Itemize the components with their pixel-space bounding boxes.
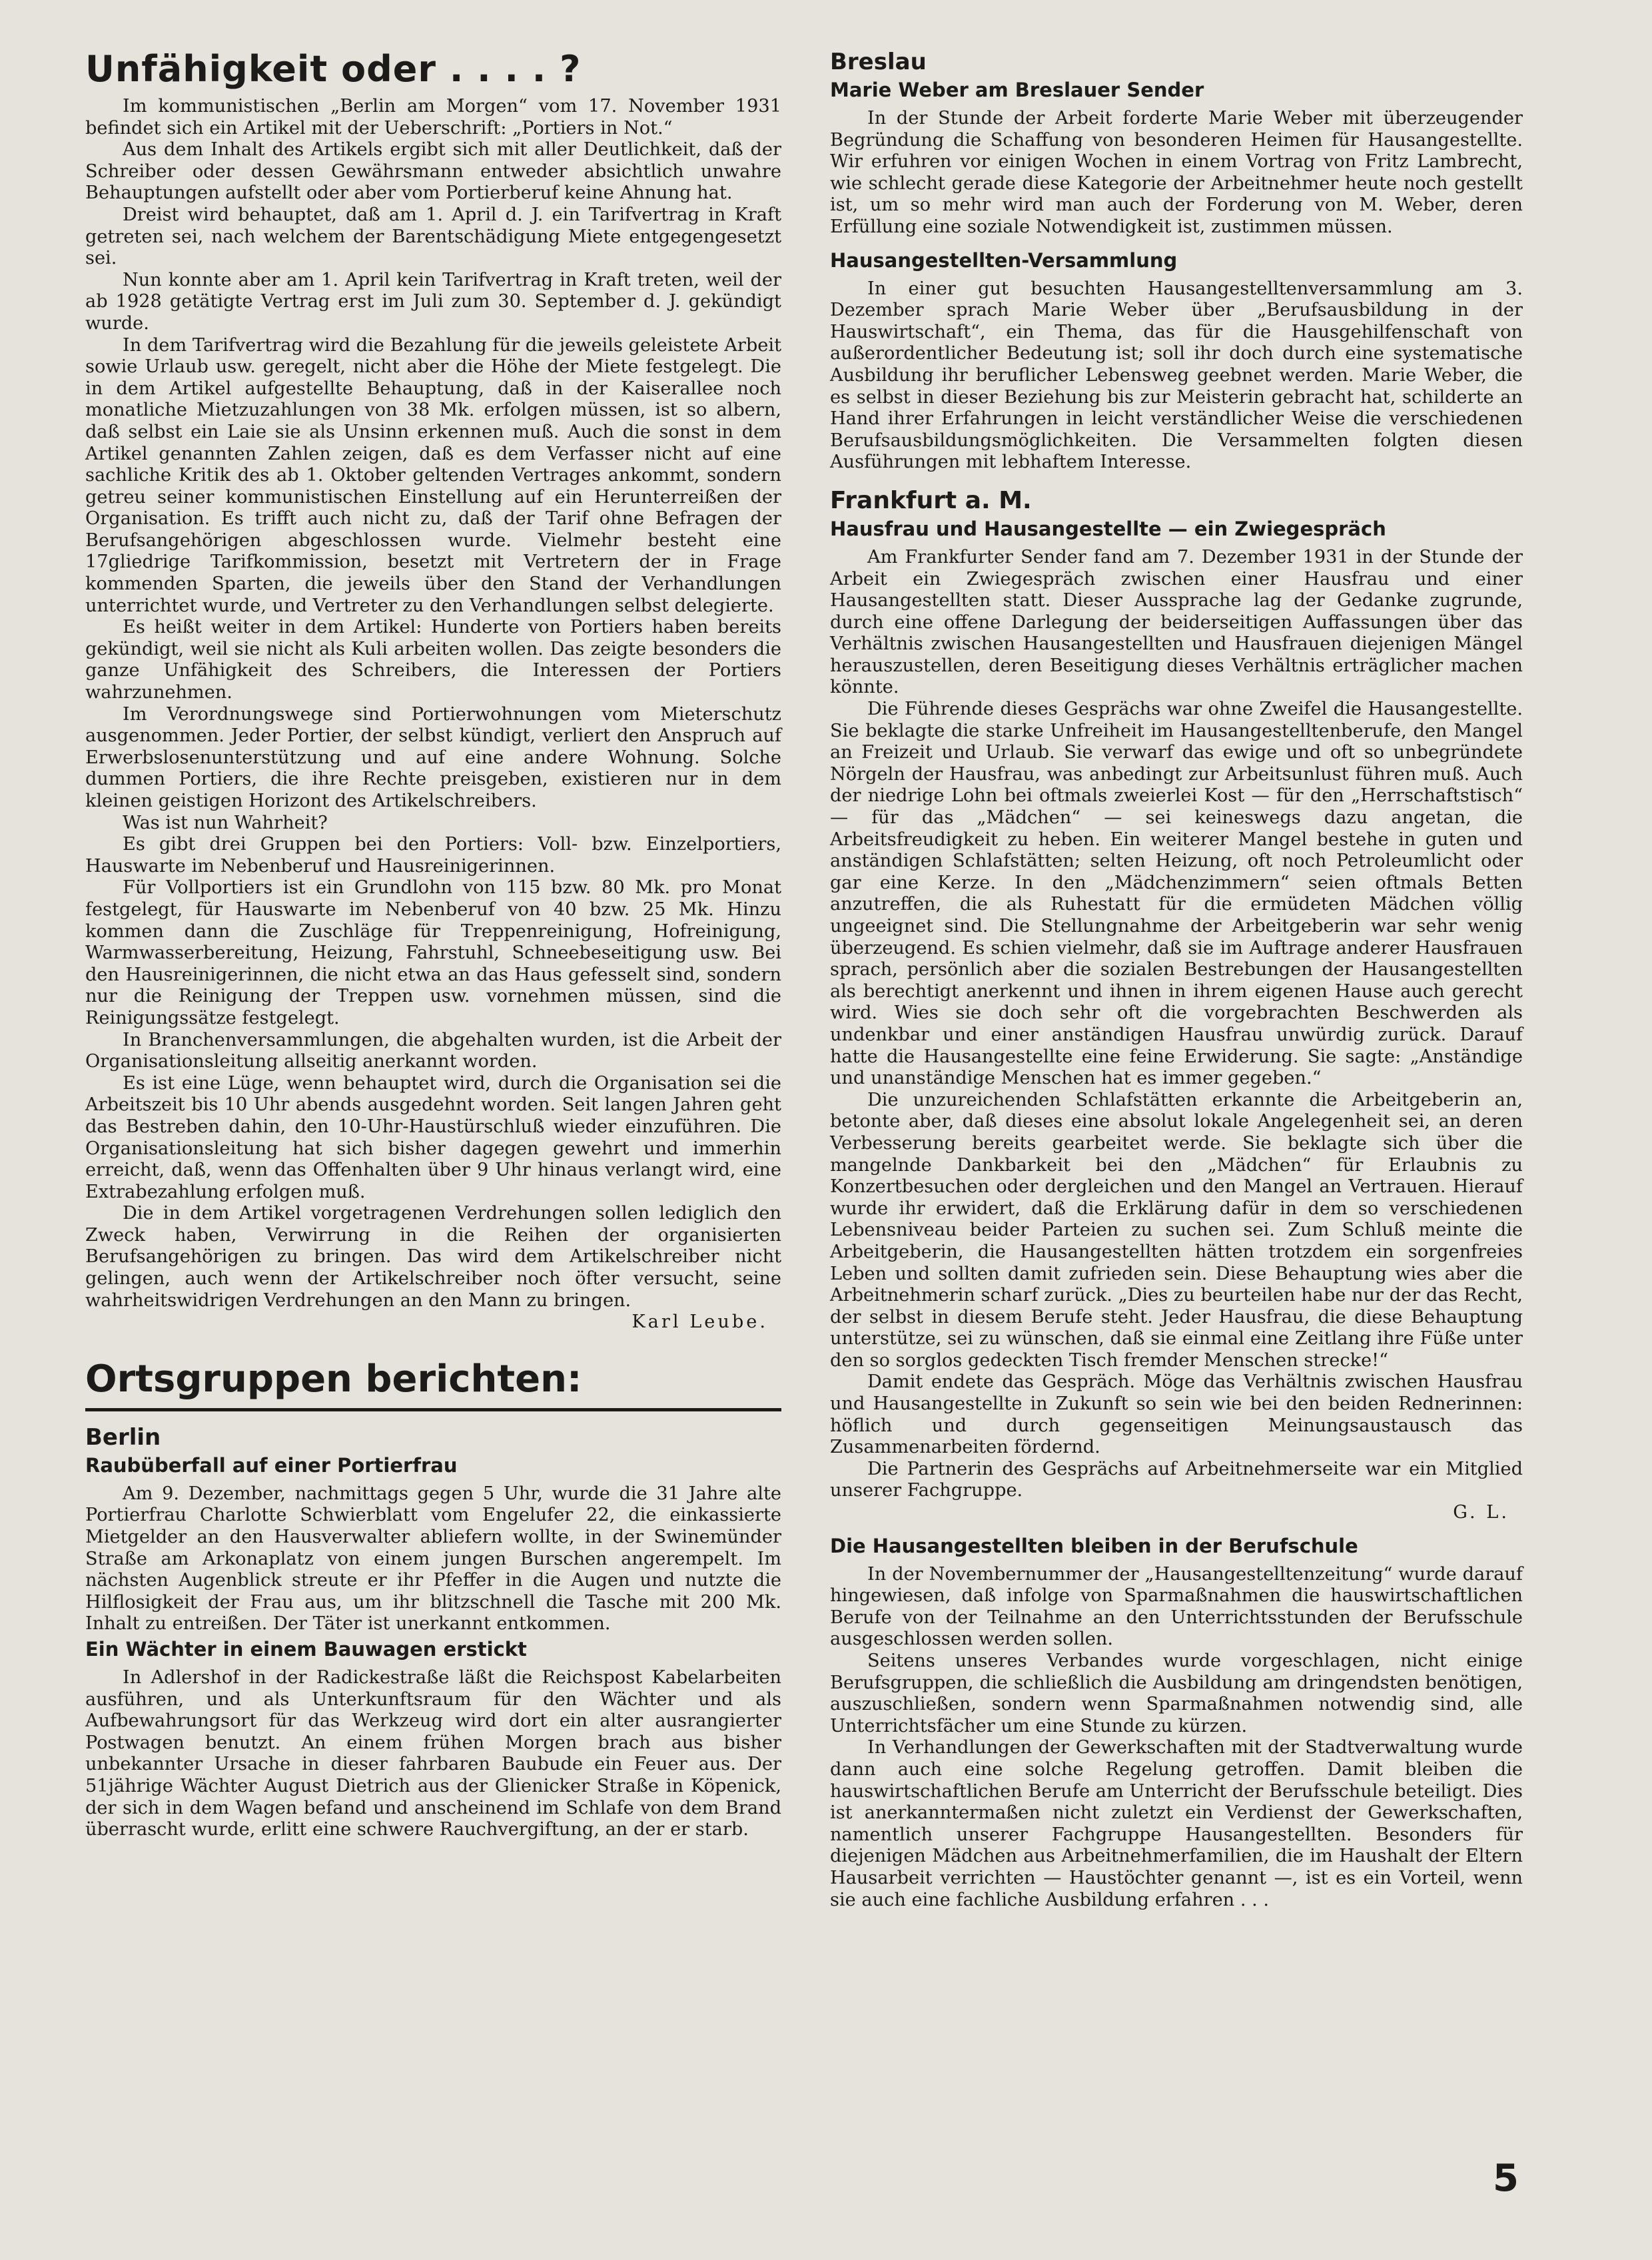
article-paragraph: Es gibt drei Gruppen bei den Portiers: Voll- bzw. Einzelportiers, Hauswarte im Nebenberuf und Hausreinigerinnen. <box>85 834 781 877</box>
right-column <box>830 48 1523 1911</box>
article-paragraph: Für Vollportiers ist ein Grundlohn von 115 bzw. 80 Mk. pro Monat festgelegt, für Hauswarte im Nebenberuf von 40 bzw. 25 Mk. Hinzu kommen dann die Zuschläge für Treppenreinigung, Hofreinigung, Warmwasserbereitung, Heizung, Fahrstuhl, Schneebeseitigung usw. Bei den Hausreinigerinnen, die nicht etwa an das Haus gefesselt sind, sondern nur die Reinigung der Treppen usw. vornehmen müssen, sind die Reinigungssätze festgelegt. <box>85 877 781 1028</box>
article-paragraph: Dreist wird behauptet, daß am 1. April d. J. ein Tarifvertrag in Kraft getreten sei, nach welchem der Barentschädigung Miete entgegengesetzt sei. <box>85 204 781 269</box>
news-paragraph: In der Stunde der Arbeit forderte Marie Weber mit überzeugender Begründung die Schaffung von besonderen Heimen für Hausangestellte. Wir erfuhren vor einigen Wochen in einem Vortrag von Fritz Lambrecht, wie schlecht gerade diese Kategorie der Arbeitnehmer heute noch gestellt ist, um so mehr wird man auch der Forderung von M. Weber, deren Erfüllung eine soziale Notwendigkeit ist, zustimmen müssen. <box>830 108 1523 237</box>
city-heading-frankfurt: Frankfurt a. M. <box>830 486 1032 514</box>
article-paragraph: Die in dem Artikel vorgetragenen Verdrehungen sollen lediglich den Zweck haben, Verwirrung in die Reihen der organisierten Berufsangehörigen zu bringen. Das wird dem Artikelschreiber nicht gelingen, auch wenn der Artikelschreiber noch öfter versucht, seine wahrheitswidrigen Verdrehungen an den Mann zu bringen. <box>85 1203 781 1311</box>
news-headline: Die Hausangestellten bleiben in der Berufschule <box>830 1534 1358 1557</box>
news-paragraph: In der Novembernummer der „Hausangestelltenzeitung“ wurde darauf hingewiesen, daß infolge von Sparmaßnahmen die hauswirtschaftlichen Berufe von der Teilnahme an den Unterrichtsstunden der Berufsschule ausgeschlossen werden sollen. <box>830 1563 1523 1650</box>
article-paragraph: In Branchenversammlungen, die abgehalten wurden, ist die Arbeit der Organisationsleitung allseitig anerkannt worden. <box>85 1029 781 1072</box>
news-headline: Hausangestellten-Versammlung <box>830 248 1178 272</box>
news-paragraph: Seitens unseres Verbandes wurde vorgeschlagen, nicht einige Berufsgruppen, die schließlich die Ausbildung am dringendsten benötigen, auszuschließen, sondern wenn Sparmaßnahmen notwendig sind, alle Unterrichtsfächer um eine Stunde zu kürzen. <box>830 1651 1523 1736</box>
news-headline: Marie Weber am Breslauer Sender <box>830 79 1204 101</box>
article-signature: Karl Leube. <box>631 1312 768 1333</box>
article-paragraph: In dem Tarifvertrag wird die Bezahlung für die jeweils geleistete Arbeit sowie Urlaub usw. geregelt, nicht aber die Höhe der Miete festgelegt. Die in dem Artikel aufgestellte Behauptung, daß in der Kaiserallee noch monatliche Mietzuzahlungen von 38 Mk. erfolgen müssen, ist so albern, daß selbst ein Laie sie als Unsinn erkennen muß. Auch die sonst in dem Artikel genannten Zahlen zeigen, daß es dem Verfasser nicht auf eine sachliche Kritik des ab 1. Oktober geltenden Vertrages ankommt, sondern getreu seiner kommunistischen Einstellung auf ein Herunterreißen der Organisation. Es trifft auch nicht zu, daß der Tarif ohne Befragen der Berufsangehörigen abgeschlossen wurde. Vielmehr besteht eine 17gliedrige Tarifkommission, besetzt mit Vertretern der in Frage kommenden Sparten, die jeweils über den Stand der Verhandlungen unterrichtet wurde, und Vertreter zu den Verhandlungen selbst delegierte. <box>85 334 781 616</box>
section-divider <box>85 1408 781 1411</box>
article-paragraph: Im kommunistischen „Berlin am Morgen“ vom 17. November 1931 befindet sich ein Artikel mit der Ueberschrift: „Portiers in Not.“ <box>85 96 781 139</box>
article-body <box>85 96 781 1333</box>
article-paragraph: Nun konnte aber am 1. April kein Tarifvertrag in Kraft treten, weil der ab 1928 getätigte Vertrag erst im Juli zum 30. September d. J. gekündigt wurde. <box>85 269 781 334</box>
news-signature: G. L. <box>1453 1502 1509 1523</box>
article-paragraph: Im Verordnungswege sind Portierwohnungen vom Mieterschutz ausgenommen. Jeder Portier, der selbst kündigt, verliert den Anspruch auf Erwerbslosenunterstützung und auf eine andere Wohnung. Solche dummen Portiers, die ihre Rechte preisgeben, existieren nur in dem kleinen geistigen Horizont des Artikelschreibers. <box>85 703 781 811</box>
section-heading: Ortsgruppen berichten: <box>85 1357 582 1401</box>
page-number: 5 <box>1493 2157 1519 2200</box>
news-paragraph: Am Frankfurter Sender fand am 7. Dezember 1931 in der Stunde der Arbeit ein Zwiegespräch zwischen einer Hausfrau und einer Hausangestellten statt. Dieser Aussprache lag der Gedanke zugrunde, durch eine offene Darlegung der beiderseitigen Auffassungen über das Verhältnis zwischen Hausangestellten und Hausfrauen diejenigen Mängel herauszustellen, deren Beseitigung dieses Verhältnis erträglicher machen könnte. <box>830 546 1523 698</box>
news-paragraph: Die Partnerin des Gesprächs auf Arbeitnehmerseite war ein Mitglied unserer Fachgruppe. <box>830 1458 1523 1501</box>
news-paragraph: Die unzureichenden Schlafstätten erkannte die Arbeitgeberin an, betonte aber, daß dieses eine absolut lokale Angelegenheit sei, an deren Verbesserung bereits gearbeitet werde. Sie beklagte sich über die mangelnde Dankbarkeit bei den „Mädchen“ für Erlaubnis zu Konzertbesuchen oder dergleichen und den Mangel an Vertrauen. Hierauf wurde ihr erwidert, daß die Erklärung dafür in dem so verschiedenen Lebensniveau beider Parteien zu suchen sei. Zum Schluß meinte die Arbeitgeberin, die Hausangestellten hätten trotzdem ein sorgenfreies Leben und sollten damit zufrieden sein. Diese Behauptung wies aber die Arbeitnehmerin scharf zurück. „Dies zu beurteilen habe nur der das Recht, der selbst in diesem Berufe steht. Jeder Hausfrau, die diese Behauptung unterstütze, sei zu wünschen, daß sie einmal eine Zeitlang ihre Füße unter den so sorglos gedeckten Tisch fremder Menschen strecke!“ <box>830 1089 1523 1371</box>
news-headline: Raubüberfall auf einer Portierfrau <box>85 1453 458 1477</box>
article-paragraph: Was ist nun Wahrheit? <box>123 812 328 833</box>
news-paragraph: Die Führende dieses Gesprächs war ohne Zweifel die Hausangestellte. Sie beklagte die starke Unfreiheit im Hausangestelltenberufe, den Mangel an Freizeit und Urlaub. Sie verwarf das ewige und oft so unbegründete Nörgeln der Hausfrau, was anbedingt zur Arbeitsunlust führen muß. Auch der niedrige Lohn bei oftmals zweierlei Kost — für den „Herrschaftstisch“ — für das „Mädchen“ — sei keineswegs dazu angetan, die Arbeitsfreudigkeit zu heben. Ein weiterer Mangel bestehe in guten und anständigen Schlafstätten; selten Heizung, oft noch Petroleumlicht oder gar eine Kerze. In den „Mädchenzimmern“ seien oftmals Betten anzutreffen, die als Ruhestatt für die ermüdeten Mädchen völlig ungeeignet sind. Die Stellungnahme der Arbeitgeberin war sehr wenig überzeugend. Es schien vielmehr, daß sie im Auftrage anderer Hausfrauen sprach, persönlich aber die sozialen Bestrebungen der Hausangestellten als berechtigt anerkennt und ihnen in ihrem eigenen Hause auch gerecht wird. Wies sie doch sehr oft die vorgebrachten Beschwerden als undenkbar und einer anständigen Hausfrau unwürdig zurück. Darauf hatte die Hausangestellte eine feine Erwiderung. Sie sagte: „Anständige und unanständige Menschen hat es immer gegeben.“ <box>830 699 1523 1089</box>
news-paragraph: Am 9. Dezember, nachmittags gegen 5 Uhr, wurde die 31 Jahre alte Portierfrau Charlotte Schwierblatt vom Engelufer 22, die einkassierte Mietgelder an den Hausverwalter abliefern wollte, in der Swinemünder Straße am Arkonaplatz von einem jungen Burschen angerempelt. Im nächsten Augenblick streute er ihr Pfeffer in die Augen und nutzte die Hilflosigkeit der Frau aus, um ihr blitzschnell die Tasche mit 200 Mk. Inhalt zu entreißen. Der Täter ist unerkannt entkommen. <box>85 1483 781 1635</box>
news-headline: Ein Wächter in einem Bauwagen erstickt <box>85 1638 527 1661</box>
news-headline: Hausfrau und Hausangestellte — ein Zwiegespräch <box>830 517 1386 540</box>
city-heading-berlin: Berlin <box>85 1423 161 1451</box>
article-paragraph: Es ist eine Lüge, wenn behauptet wird, durch die Organisation sei die Arbeitszeit bis 10 Uhr abends ausgedehnt worden. Seit langen Jahren geht das Bestreben dahin, den 10-Uhr-Haustürschluß wieder einzuführen. Die Organisationsleitung hat sich bisher dagegen gewehrt und immerhin erreicht, daß, wenn das Offenhalten über 9 Uhr hinaus verlangt wird, eine Extrabezahlung erfolgen muß. <box>85 1072 781 1202</box>
news-paragraph: In Verhandlungen der Gewerkschaften mit der Stadtverwaltung wurde dann auch eine solche Regelung getroffen. Damit bleiben die hauswirtschaftlichen Berufe am Unterricht der Berufsschule beteiligt. Dies ist anerkanntermaßen nicht zuletzt ein Verdienst der Gewerkschaften, namentlich unserer Fachgruppe Hausangestellten. Besonders für diejenigen Mädchen aus Arbeitnehmerfamilien, die im Haushalt der Eltern Hausarbeit verrichten — Haustöchter genannt —, ist es ein Vorteil, wenn sie auch eine fachliche Ausbildung erfahren . . . <box>830 1737 1523 1910</box>
article-paragraph: Es heißt weiter in dem Artikel: Hunderte von Portiers haben bereits gekündigt, weil sie nicht als Kuli arbeiten wollen. Das zeigte besonders die ganze Unfähigkeit des Schreibers, die Interessen der Portiers wahrzunehmen. <box>85 617 781 703</box>
article-title: Unfähigkeit oder . . . . ? <box>85 48 582 90</box>
article-paragraph: Aus dem Inhalt des Artikels ergibt sich mit aller Deutlichkeit, daß der Schreiber oder dessen Gewährsmann entweder absichtlich unwahre Behauptungen aufstellt oder aber vom Portierberuf keine Ahnung hat. <box>85 139 781 204</box>
left-column <box>85 48 781 1841</box>
news-paragraph: In einer gut besuchten Hausangestelltenversammlung am 3. Dezember sprach Marie Weber über „Berufsausbildung in der Hauswirtschaft“, ein Thema, das für die Hausgehilfenschaft von außerordentlicher Bedeutung ist; soll ihr doch durch eine systematische Ausbildung ihr beruflicher Lebensweg geebnet werden. Marie Weber, die es selbst in dieser Beziehung bis zur Meisterin gebracht hat, schilderte an Hand ihrer Erfahrungen in leicht verständlicher Weise die verschiedenen Berufsausbildungsmöglichkeiten. Die Versammelten folgten diesen Ausführungen mit lebhaftem Interesse. <box>830 278 1523 473</box>
news-paragraph: Damit endete das Gespräch. Möge das Verhältnis zwischen Hausfrau und Hausangestellte in Zukunft so sein wie bei den beiden Rednerinnen: höflich und durch gegenseitigen Meinungsaustausch das Zusammenarbeiten fördernd. <box>830 1371 1523 1458</box>
city-heading-breslau: Breslau <box>830 49 927 75</box>
news-paragraph: In Adlershof in der Radickestraße läßt die Reichspost Kabelarbeiten ausführen, und als Unterkunftsraum für den Wächter und als Aufbewahrungsort für das Werkzeug wird dort ein alter ausrangierter Postwagen benutzt. An einem frühen Morgen brach aus bisher unbekannter Ursache in dieser fahrbaren Baubude ein Feuer aus. Der 51jährige Wächter August Dietrich aus der Glienicker Straße in Köpenick, der sich in dem Wagen befand und anscheinend im Schlafe von dem Brand überrascht wurde, erlitt eine schwere Rauchvergiftung, an der er starb. <box>85 1667 781 1840</box>
